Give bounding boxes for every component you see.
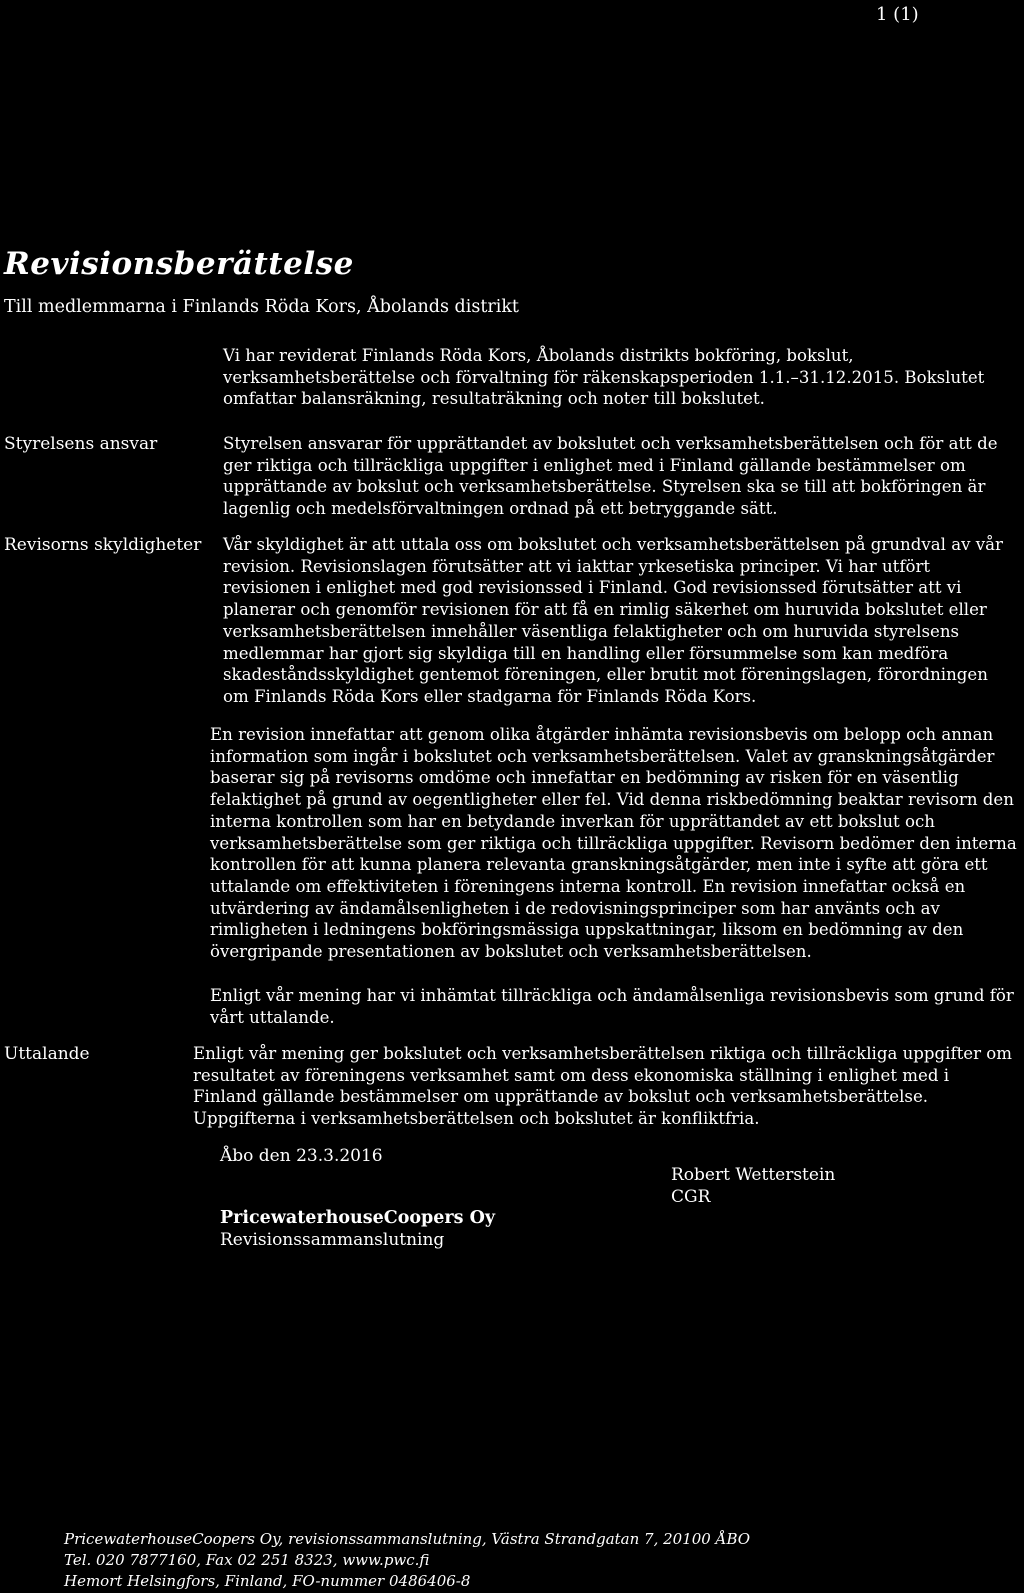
- intro-paragraph: Vi har reviderat Finlands Röda Kors, Åbolands distrikts bokföring, bokslut, verksamhetsberättelse och förvaltning för räkenskapsperioden 1.1.–31.12.2015. Bokslutet omfattar balansräkning, resultaträkning och noter till bokslutet.: [223, 346, 985, 409]
- footer-contact: Tel. 020 7877160, Fax 02 251 8323, www.pwc.fi: [64, 1551, 430, 1569]
- auditor-duties-text-3: Enligt vår mening har vi inhämtat tillräckliga och ändamålsenliga revisionsbevis som grund för vårt uttalande.: [210, 986, 1014, 1027]
- signer-name: Robert Wetterstein: [671, 1165, 836, 1185]
- section-label-board: Styrelsens ansvar: [4, 434, 158, 454]
- city-date: Åbo den 23.3.2016: [220, 1146, 383, 1166]
- document-title: Revisionsberättelse: [4, 246, 354, 282]
- board-responsibility-text: Styrelsen ansvarar för upprättandet av bokslutet och verksamhetsberättelsen och för att de ger riktiga och tillräckliga uppgifter i enlighet med i Finland gällande bestämmelser om upprättande av bokslut och verksamhetsberättelse. Styrelsen ska se till att bokföringen är lagenlig och medelsförvaltningen ordnad på ett betryggande sätt.: [223, 434, 998, 519]
- audit-firm-name: PricewaterhouseCoopers Oy: [220, 1208, 495, 1228]
- recipient-line: Till medlemmarna i Finlands Röda Kors, Åbolands distrikt: [4, 297, 519, 317]
- auditor-duties-text-1: Vår skyldighet är att uttala oss om bokslutet och verksamhetsberättelsen på grundval av vår revision. Revisionslagen förutsätter att vi iakttar yrkesetiska principer. Vi har utfört revisionen i enlighet med god revisionssed i Finland. God revisionssed förutsätter att vi planerar och genomför revisionen för att få en rimlig säkerhet om huruvida bokslutet eller verksamhetsberättelsen innehåller väsentliga felaktigheter och om huruvida styrelsens medlemmar har gjort sig skyldiga till en handling eller försummelse som kan medföra skadeståndsskyldighet gentemot föreningen, eller brutit mot föreningslagen, förordningen om Finlands Röda Kors eller stadgarna för Finlands Röda Kors.: [223, 535, 1003, 706]
- signer-title: CGR: [671, 1187, 711, 1207]
- opinion-text: Enligt vår mening ger bokslutet och verksamhetsberättelsen riktiga och tillräckliga uppgifter om resultatet av föreningens verksamhet samt om dess ekonomiska ställning i enlighet med i Finland gällande bestämmelser om upprättande av bokslut och verksamhetsberättelse. Uppgifterna i verksamhetsberättelsen och bokslutet är konfliktfria.: [193, 1044, 1013, 1129]
- footer-registration: Hemort Helsingfors, Finland, FO-nummer 0486406-8: [64, 1572, 471, 1590]
- footer-address: PricewaterhouseCoopers Oy, revisionssammanslutning, Västra Strandgatan 7, 20100 ÅBO: [64, 1530, 751, 1548]
- audit-firm-type: Revisionssammanslutning: [220, 1230, 445, 1250]
- section-label-opinion: Uttalande: [4, 1044, 90, 1064]
- page-number: 1 (1): [876, 4, 919, 25]
- section-label-auditor: Revisorns skyldigheter: [4, 535, 202, 555]
- auditor-duties-text-2: En revision innefattar att genom olika åtgärder inhämta revisionsbevis om belopp och annan information som ingår i bokslutet och verksamhetsberättelsen. Valet av granskningsåtgärder baserar sig på revisorns omdöme och innefattar en bedömning av risken för en väsentlig felaktighet på grund av oegentligheter eller fel. Vid denna riskbedömning beaktar revisorn den interna kontrollen som har en betydande inverkan för upprättandet av ett bokslut och verksamhetsberättelse som ger riktiga och tillräckliga uppgifter. Revisorn bedömer den interna kontrollen för att kunna planera relevanta granskningsåtgärder, men inte i syfte att göra ett uttalande om effektiviteten i föreningens interna kontroll. En revision innefattar också en utvärdering av ändamålsenligheten i de redovisningsprinciper som har använts och av rimligheten i ledningens bokföringsmässiga uppskattningar, liksom en bedömning av den övergripande presentationen av bokslutet och verksamhetsberättelsen.: [210, 725, 1017, 962]
